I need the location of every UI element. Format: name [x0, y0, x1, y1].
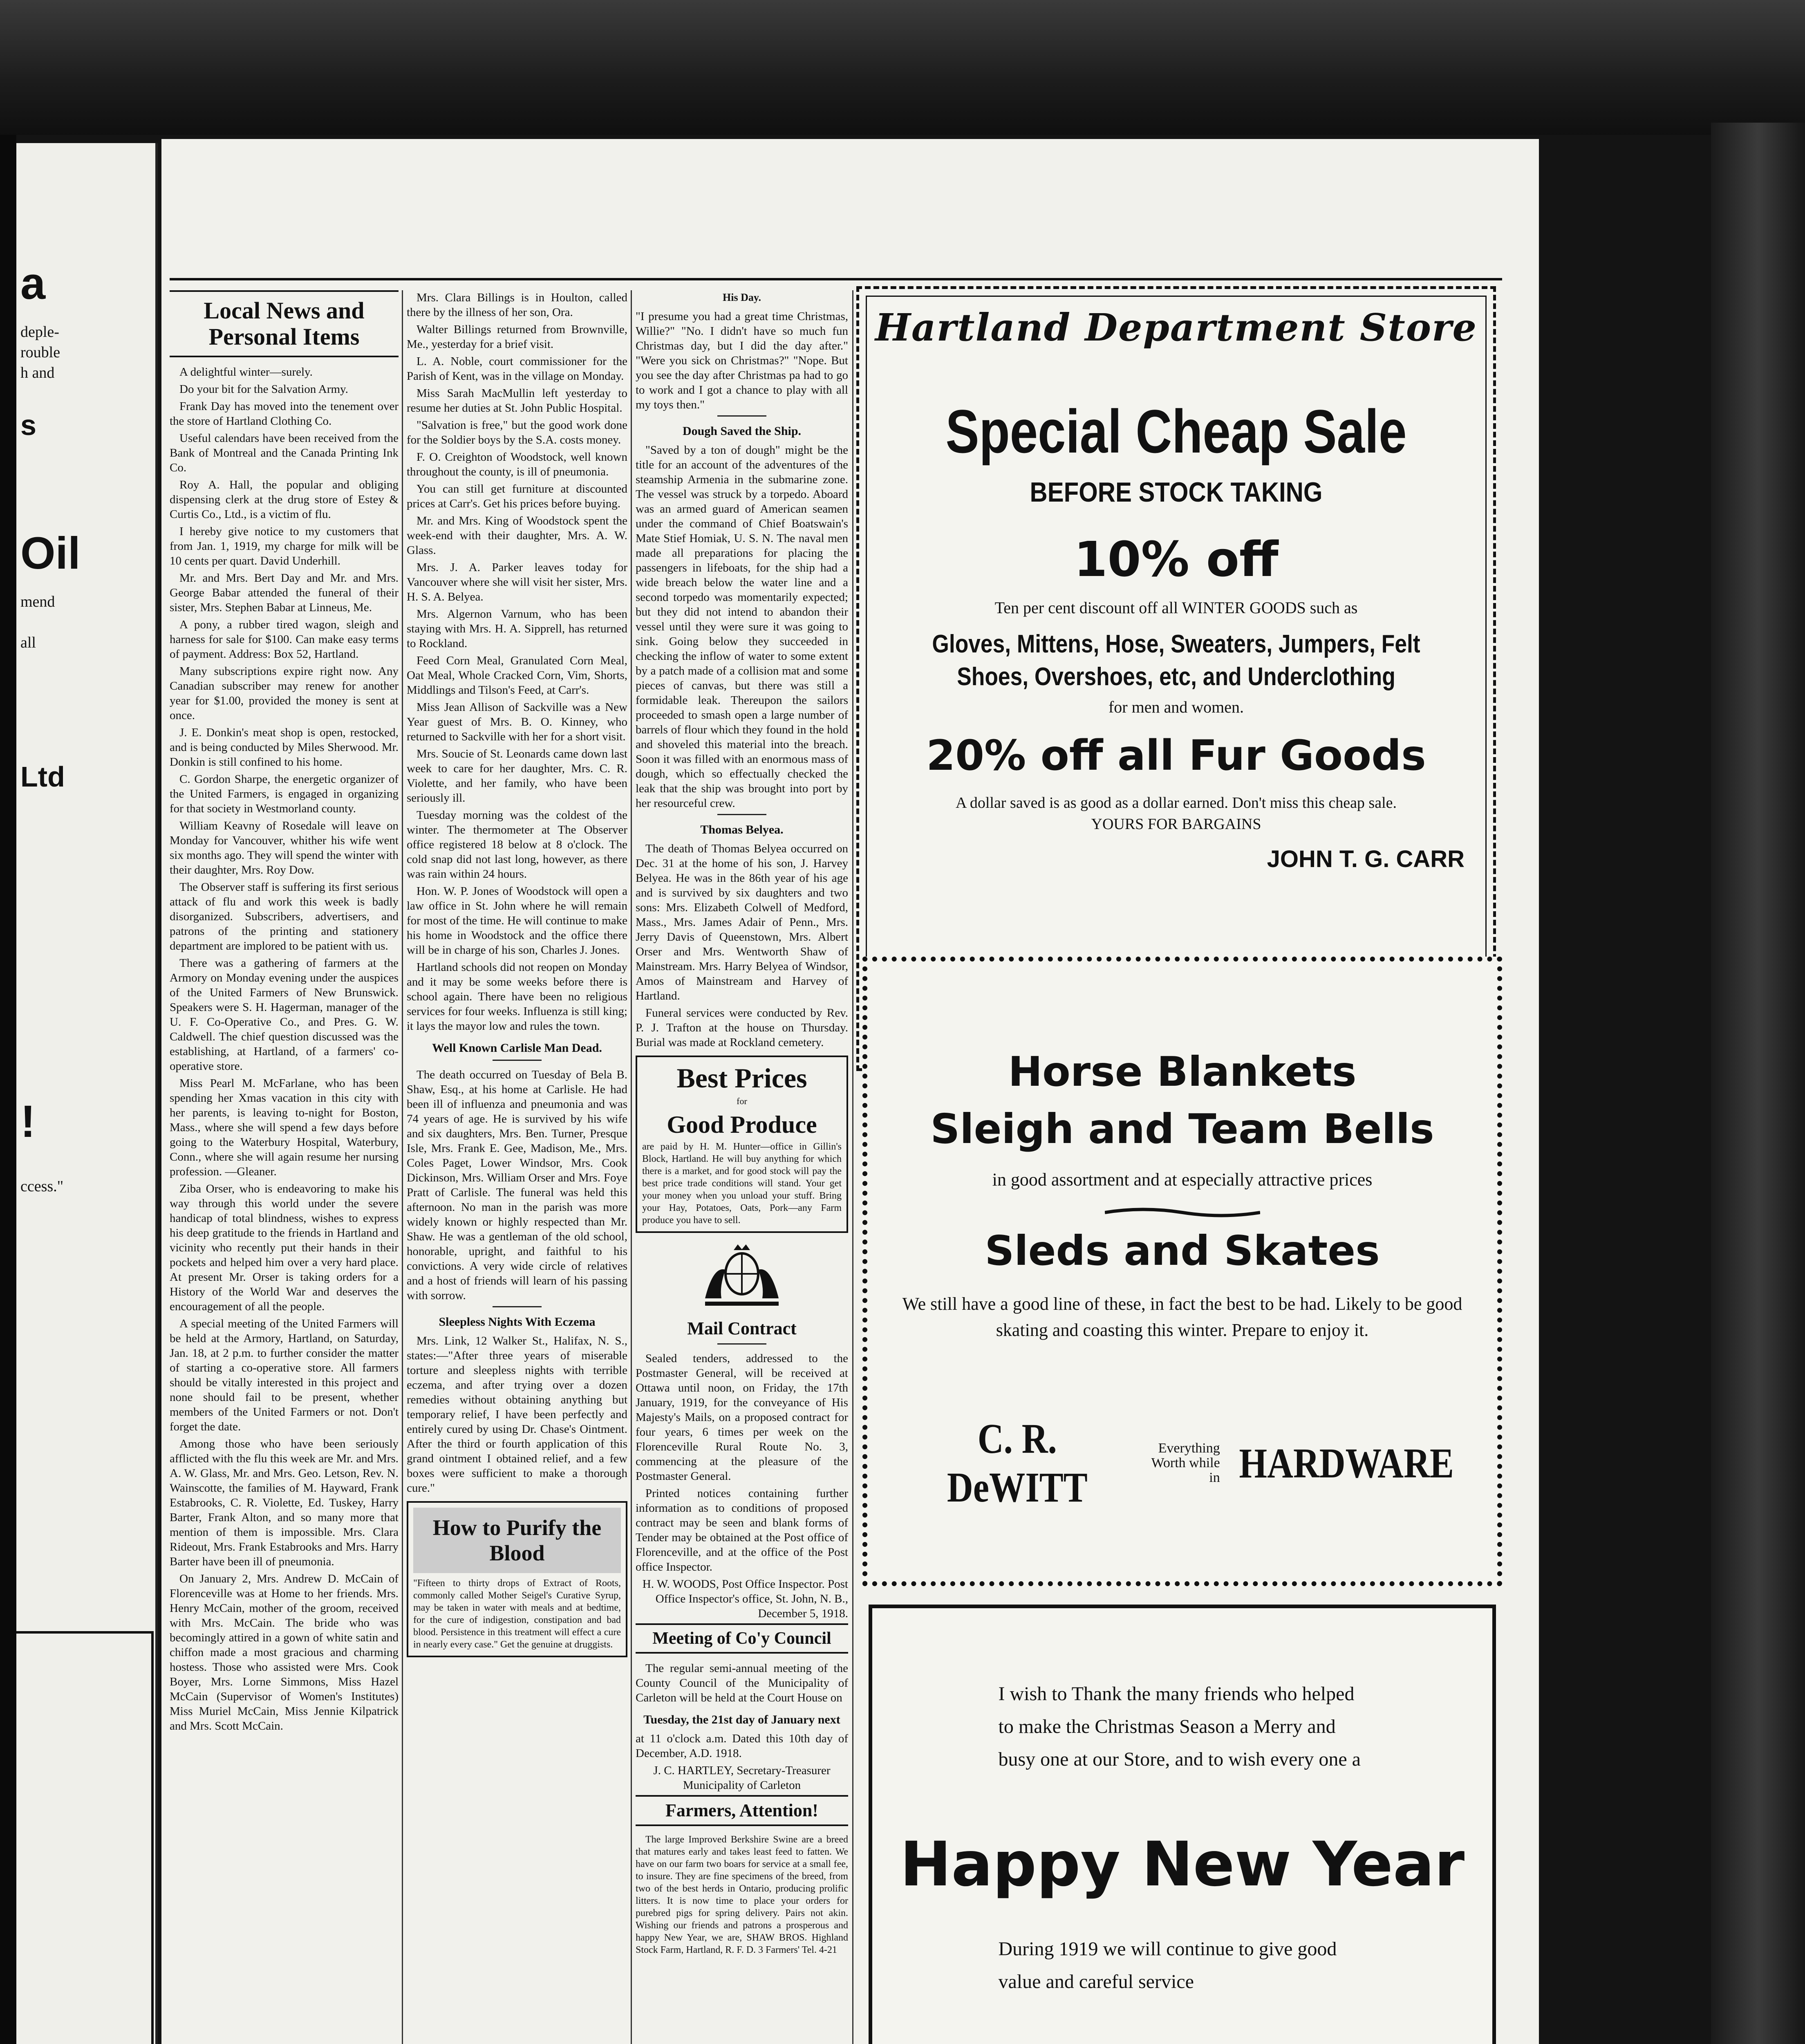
news-item: A delightful winter—surely. [179, 365, 313, 379]
news-item: Mrs. Soucie of St. Leonards came down last week to care for her daughter, Mrs. C. R. Violette, and her family, who have been seriously ill. [407, 747, 627, 805]
council-time: at 11 o'clock a.m. Dated this 10th day of December, A.D. 1918. [636, 1732, 848, 1760]
farmers-heading: Farmers, Attention! [636, 1795, 848, 1826]
council-text: The regular semi-annual meeting of the County Council of the Municipality of Carleton will be held at the Court House on [636, 1662, 848, 1704]
previous-page-text-fragment: deple- [20, 323, 59, 341]
purify-text: "Fifteen to thirty drops of Extract of Roots, commonly called Mother Seigel's Curative Syrup, may be taken in water with meals and at bedtime, for the cure of indigestion, constipation and bad blood. Persistence in this treatment will effect a cure in nearly every case." Get the genuine at druggists. [413, 1578, 621, 1650]
page-top-rule [170, 278, 1502, 280]
previous-page-text-fragment: a [20, 258, 46, 309]
produce-text: are paid by H. M. Hunter—office in Gillin's Block, Hartland. He will buy anything for which there is a market, and for good stock will pay the best price trade conditions will stand. Your get your money when you unload your stuff. Bring your Hay, Potatoes, Oats, Pork—any Farm produce you have to sell. [642, 1141, 842, 1226]
slogan-line-1: Everything [1158, 1441, 1220, 1456]
bells-heading: Sleigh and Team Bells [930, 1105, 1434, 1153]
fur-discount: 20% off all Fur Goods [926, 731, 1426, 780]
council-sign: J. C. HARTLEY, Secretary-Treasurer Municipality of Carleton [653, 1764, 831, 1792]
news-item: Mr. and Mrs. Bert Day and Mr. and Mrs. George Babar attended the funeral of their sister, Mrs. Stephen Babar at Linneus, Me. [170, 572, 399, 614]
dewitt-signature [892, 1414, 1473, 1512]
divider [717, 1343, 766, 1345]
sleds-heading: Sleds and Skates [985, 1227, 1380, 1275]
produce-heading-2: Good Produce [667, 1111, 817, 1138]
news-item: Walter Billings returned from Brownville, Me., yesterday for a brief visit. [407, 323, 627, 351]
divider [493, 1306, 542, 1307]
council-heading: Meeting of Co'y Council [636, 1623, 848, 1654]
eczema-article: Mrs. Link, 12 Walker St., Halifax, N. S., states:—"After three years of miserable torture and sleepless nights with terrible eczema, and after trying over a dozen remedies without obtaining anything but temporary relief, I have been perfectly and entirely cured by using Dr. Chase's Ointment. After the third or fourth application of this grand ointment I obtained relief, and a few boxes were sufficient to make a thorough cure." [407, 1334, 627, 1495]
mail-contract-text: Sealed tenders, addressed to the Postmaster General, will be received at Ottawa until noon, on Friday, the 17th January, 1919, for the conveyance of His Majesty's Mails, on a proposed contract for four years, 6 times per week on the Florenceville Rural Route No. 3, commencing at the pleasure of the Postmaster General. [636, 1352, 848, 1483]
news-item: Do your bit for the Salvation Army. [179, 383, 348, 396]
previous-page-text-fragment: ccess." [20, 1178, 64, 1195]
owner-name: JOHN T. G. CARR [1267, 846, 1465, 872]
sale-audience: for men and women. [1108, 698, 1244, 716]
sleds-text: We still have a good line of these, in fact the best to be had. Likely to be good skating and coasting this winter. Prepare to enjoy it. [902, 1294, 1462, 1340]
service-text: During 1919 we will continue to give good value and careful service [998, 1938, 1337, 1992]
carlisle-article: The death occurred on Tuesday of Bela B. Shaw, Esq., at his home at Carlisle. He had been ill of influenza and pneumonia and was 74 years of age. He is survived by his wife and six daughters, Mrs. Ben. Turner, Presque Isle, Mrs. Frank E. Gee, Madison, Me., Mrs. Coles Paget, Lower Windsor, Mrs. Cook Dickinson, Mrs. William Orser and Mrs. Foye Pratt of Carlisle. The funeral was held this afternoon. No man in the parish was more widely known or highly respected than Mr. Shaw. He was a gentleman of the old school, honorable, upright, and faithful to his convictions. A very wide circle of relatives and a host of friends will learn of his passing with sorrow. [407, 1068, 627, 1302]
news-item: Among those who have been seriously afflicted with the flu this week are Mr. and Mrs. A. W. Glass, Mr. and Mrs. Geo. Letson, Rev. N. Wainscotte, the families of M. Hayward, Frank Estabrooks, C. R. Violette, Ed. Tuskey, Harry Barter, Frank Alton, and so many more that mention of them is impossible. Mrs. Clara Rideout, Mrs. Frank Estabrooks and Mrs. Harry Barter have been ill of pneumonia. [170, 1437, 399, 1568]
horse-blankets-heading: Horse Blankets [1008, 1048, 1357, 1096]
his-day-text: "I presume you had a great time Christmas, Willie?" "No. I didn't have so much fun Christmas day, but I did the day after." "Were you sick on Christmas?" "Nope. But you see the day after Christmas pa had to go to work and I got a chance to play with all my toys then." [636, 310, 848, 411]
plumer-store-ad [869, 1605, 1496, 2044]
belyea-article-2: Funeral services were conducted by Rev. P. J. Trafton at the house on Thursday. Burial was made at Rockland cemetery. [636, 1006, 848, 1049]
news-item: Mr. and Mrs. King of Woodstock spent the week-end with their daughter, Mrs. A. W. Glass. [407, 514, 627, 557]
previous-page-text-fragment: rouble [20, 344, 60, 361]
news-item: Hartland schools did not reopen on Monday and it may be some weeks before there is school again. There have been no religious services for four weeks. Influenza is still king; it lays the mayor low and rules the town. [407, 961, 627, 1033]
sale-subtitle: BEFORE STOCK TAKING [1030, 477, 1323, 508]
news-item: Many subscriptions expire right now. Any Canadian subscriber may renew for another year for $1.00, provided the money is sent at once. [170, 665, 399, 722]
previous-page-text-fragment: ! [20, 1096, 36, 1147]
news-item: On January 2, Mrs. Andrew D. McCain of Florenceville was at Home to her friends. Mrs. Henry McCain, mother of the groom, received with Mrs. McCain. The bride who was becomingly attired in a gown of white satin and chiffon made a most gracious and charming hostess. Those who assisted were Mrs. Cook Boyer, Mrs. Lorne Simmons, Miss Hazel McCain (Supervisor of Women's Institutes) Miss Muriel McCain, Miss Jennie Kilpatrick and Mrs. Scott McCain. [170, 1572, 399, 1732]
news-item: Mrs. Clara Billings is in Houlton, called there by the illness of her son, Ora. [407, 291, 627, 319]
assortment-text: in good assortment and at especially attractive prices [992, 1170, 1373, 1190]
column-local-news [170, 290, 399, 2044]
news-item: Hon. W. P. Jones of Woodstock will open a law office in St. John where he will remain for most of the time. He will continue to make his home in Woodstock and the office there will be in charge of his son, Charles J. Jones. [407, 885, 627, 957]
news-item: Feed Corn Meal, Granulated Corn Meal, Oat Meal, Whole Cracked Corn, Vim, Shorts, Middlings and Tilson's Feed, at Carr's. [407, 654, 627, 697]
store-name: Hartland Department Store [875, 305, 1478, 350]
previous-page-box [16, 1631, 154, 2044]
divider [717, 415, 766, 417]
news-item: "Salvation is free," but the good work done for the Soldier boys by the S.A. costs money. [407, 419, 627, 446]
eczema-heading: Sleepless Nights With Eczema [439, 1315, 596, 1329]
previous-page-text-fragment: mend [20, 593, 55, 610]
column-personal-items [407, 290, 627, 2044]
news-item: A pony, a rubber tired wagon, sleigh and harness for sale for $100. Can make easy terms of payment. Address: Box 52, Hartland. [170, 618, 399, 661]
produce-heading-1: Best Prices [676, 1062, 807, 1094]
council-date: Tuesday, the 21st day of January next [643, 1713, 840, 1726]
news-item: Miss Pearl M. McFarlane, who has been spending her Xmas vacation in this city with her parents, is leaving to-night for Boston, Mass., where she will spend a few days before going to the Waterbury Hospital, Waterbury, Conn., where she will again resume her nursing profession. —Gleaner. [170, 1077, 399, 1178]
farmers-text: The large Improved Berkshire Swine are a breed that matures early and takes least feed to fatten. We have on our farm two boars for service at a small fee, to insure. They are fine specimens of the breed, from two of the best herds in Ontario, producing prolific litters. It is now time to place your orders for purebred pigs for spring delivery. Pairs not akin. Wishing our friends and patrons a prosperous and happy New Year, we are, SHAW BROS. Highland Stock Farm, Hartland, R. F. D. 3 Farmers' Tel. 4-21 [636, 1834, 848, 1955]
bargains-line: YOURS FOR BARGAINS [1091, 816, 1261, 833]
mail-contract-heading: Mail Contract [687, 1318, 797, 1338]
news-item: Tuesday morning was the coldest of the winter. The thermometer at The Observer office registered 18 below at 8 o'clock. The cold snap did not last long, however, as there was rain within 24 hours. [407, 809, 627, 881]
royal-arms-icon [697, 1241, 787, 1311]
column-rule [402, 290, 403, 2044]
news-item: There was a gathering of farmers at the Armory on Monday evening under the auspices of the United Farmers of New Brunswick. Speakers were S. H. Hagerman, manager of the U. F. Co-Operative Co., and Pres. G. W. Caldwell. The chief question discussed was the establishing, at Hartland, of a farmers' co-operative store. [170, 957, 399, 1073]
previous-page-text-fragment: all [20, 634, 36, 651]
previous-page-text-fragment: Oil [20, 528, 81, 578]
news-item: Ziba Orser, who is endeavoring to make his way through this world under the severe handicap of total blindness, wishes to express his deep gratitude to the friends in Hartland and vicinity who recently put their hands in their pockets and helped him over a very hard place. At present Mr. Orser is taking orders for a History of the World War and deserves the encouragement of all the people. [170, 1182, 399, 1313]
column-rule [852, 290, 853, 2044]
purify-heading: How to Purify the Blood [432, 1515, 602, 1565]
previous-page-text-fragment: Ltd [20, 761, 65, 793]
ornamental-divider-icon [1105, 1206, 1260, 1219]
local-news-heading: Local News and Personal Items [170, 290, 399, 357]
dewitt-hardware-ad [862, 957, 1502, 1586]
news-item: Miss Sarah MacMullin left yesterday to resume her duties at St. John Public Hospital. [407, 387, 627, 415]
scan-background-right [1711, 123, 1805, 2044]
sale-tagline: A dollar saved is as good as a dollar earned. Don't miss this cheap sale. [955, 794, 1397, 811]
column-misc [636, 290, 848, 2044]
sale-items: Gloves, Mittens, Hose, Sweaters, Jumpers, Felt Shoes, Overshoes, etc, and Underclothing [932, 630, 1420, 691]
divider [717, 814, 766, 815]
news-item: Mrs. Algernon Varnum, who has been staying with Mrs. H. A. Sipprell, has returned to Rockland. [407, 607, 627, 650]
news-item: The Observer staff is suffering its first serious attack of flu and work this week is badly disorganized. Subscribers, advertisers, and patrons of the printing and stationery department are implored to be patient with us. [170, 881, 399, 953]
belyea-heading: Thomas Belyea. [700, 823, 784, 836]
slogan [1143, 1441, 1220, 1485]
news-item: I hereby give notice to my customers that from Jan. 1, 1919, my charge for milk will be 10 cents per quart. David Underhill. [170, 525, 399, 567]
carlisle-heading: Well Known Carlisle Man Dead. [432, 1041, 602, 1055]
discount-percent: 10% off [1074, 531, 1279, 587]
thanks-text: I wish to Thank the many friends who helped to make the Christmas Season a Merry and busy one at our Store, and to wish every one a [998, 1683, 1361, 1770]
purify-blood-ad [407, 1501, 627, 1657]
belyea-article: The death of Thomas Belyea occurred on Dec. 31 at the home of his son, J. Harvey Belyea. He was in the 86th year of his age and is survived by six daughters and two sons: Mrs. Elizabeth Colwell of Medford, Mass., Mrs. James Adair of Penn., Mrs. Jerry Davis of Queenstown, Mrs. Albert Orser and Mrs. Wentworth Shaw of Mainstream. Mrs. Harry Belyea of Windsor, Amos of Mainstream and Harvey of Hartland. [636, 842, 848, 1002]
news-item: William Keavny of Rosedale will leave on Monday for Vancouver, whither his wife went six months ago. They will spend the winter with their daughter, Mrs. Roy Dow. [170, 819, 399, 876]
news-item: Roy A. Hall, the popular and obliging dispensing clerk at the drug store of Estey & Curtis Co., Ltd., is a victim of flu. [170, 478, 399, 521]
news-item: Mrs. J. A. Parker leaves today for Vancouver where she will visit her sister, Mrs. H. S. A. Belyea. [407, 561, 627, 603]
news-item: J. E. Donkin's meat shop is open, restocked, and is being conducted by Miles Sherwood. Mr. Donkin is still confined to his home. [170, 726, 399, 769]
news-item: A special meeting of the United Farmers will be held at the Armory, Hartland, on Saturday, Jan. 18, at 2 p.m. to further consider the matter of starting a co-operative store. All farmers should be vitally interested in this project and none should fail to be present, whether members of the United Farmers or not. Don't forget the date. [170, 1317, 399, 1433]
news-item: C. Gordon Sharpe, the energetic organizer of the United Farmers, is engaged in organizing for that society in Westmorland county. [170, 773, 399, 815]
news-item: You can still get furniture at discounted prices at Carr's. Get his prices before buying. [407, 482, 627, 510]
news-item: L. A. Noble, court commissioner for the Parish of Kent, was in the village on Monday. [407, 355, 627, 383]
discount-line: Ten per cent discount off all WINTER GOODS such as [994, 598, 1358, 617]
previous-page-text-fragment: s [20, 409, 36, 441]
produce-ad [636, 1056, 848, 1233]
divider [493, 1060, 542, 1061]
dough-heading: Dough Saved the Ship. [682, 424, 802, 438]
hardware-word: HARDWARE [1239, 1439, 1454, 1487]
firm-name: C. R. DeWITT [947, 1415, 1088, 1511]
happy-new-year: Happy New Year [900, 1829, 1465, 1900]
carr-department-store-ad [856, 286, 1496, 1071]
dough-article: "Saved by a ton of dough" might be the title for an account of the adventures of the steamship Armenia in the submarine zone. The vessel was struck by a torpedo. Aboard was an armed guard of American seamen under the command of Chief Boatswain's Mate Stief Homiak, U. S. N. The naval men made all preparations for placing the passengers in lifeboats, for the ship had a wide breach below the water line and a second torpedo was momentarily expected; but they did not intend to abandon their vessel until they were sure it was going to sink. Going below they succeeded in checking the inflow of water to some extent by a patch made of a collision mat and some pieces of canvas, but there was still a formidable leak. Thereupon the sailors proceeded to smash open a large number of barrels of flour which they found in the hold and shoveled this material into the breach. Soon it was filled with an enormous mass of dough, which so effectually checked the leak that the ship was brought into port by her resourceful crew. [636, 444, 848, 810]
news-item: Miss Jean Allison of Sackville was a New Year guest of Mrs. B. O. Kinney, who returned to Sackville with her for a short visit. [407, 701, 627, 743]
news-item: Frank Day has moved into the tenement over the store of Hartland Clothing Co. [170, 400, 399, 428]
previous-page-text-fragment: h and [20, 364, 55, 381]
produce-for: for [737, 1096, 747, 1106]
news-item: F. O. Creighton of Woodstock, well known throughout the county, is ill of pneumonia. [407, 450, 627, 478]
mail-contract-sign: H. W. WOODS, Post Office Inspector. Post Office Inspector's office, St. John, N. B., December 5, 1918. [642, 1578, 848, 1620]
mail-contract-text-2: Printed notices containing further information as to conditions of proposed contract may be seen and blank forms of Tender may be obtained at the Post office of Florenceville, and at the office of the Post office Inspector. [636, 1487, 848, 1573]
slogan-line-2: Worth while in [1151, 1455, 1220, 1485]
sale-title: Special Cheap Sale [945, 397, 1407, 466]
scan-background-top [0, 0, 1805, 135]
column-rule [631, 290, 632, 2044]
scan-edge [0, 0, 16, 2044]
news-item: Useful calendars have been received from the Bank of Montreal and the Canada Printing Ink Co. [170, 432, 399, 474]
his-day-heading: His Day. [723, 291, 761, 303]
previous-page-edge [16, 143, 158, 2044]
